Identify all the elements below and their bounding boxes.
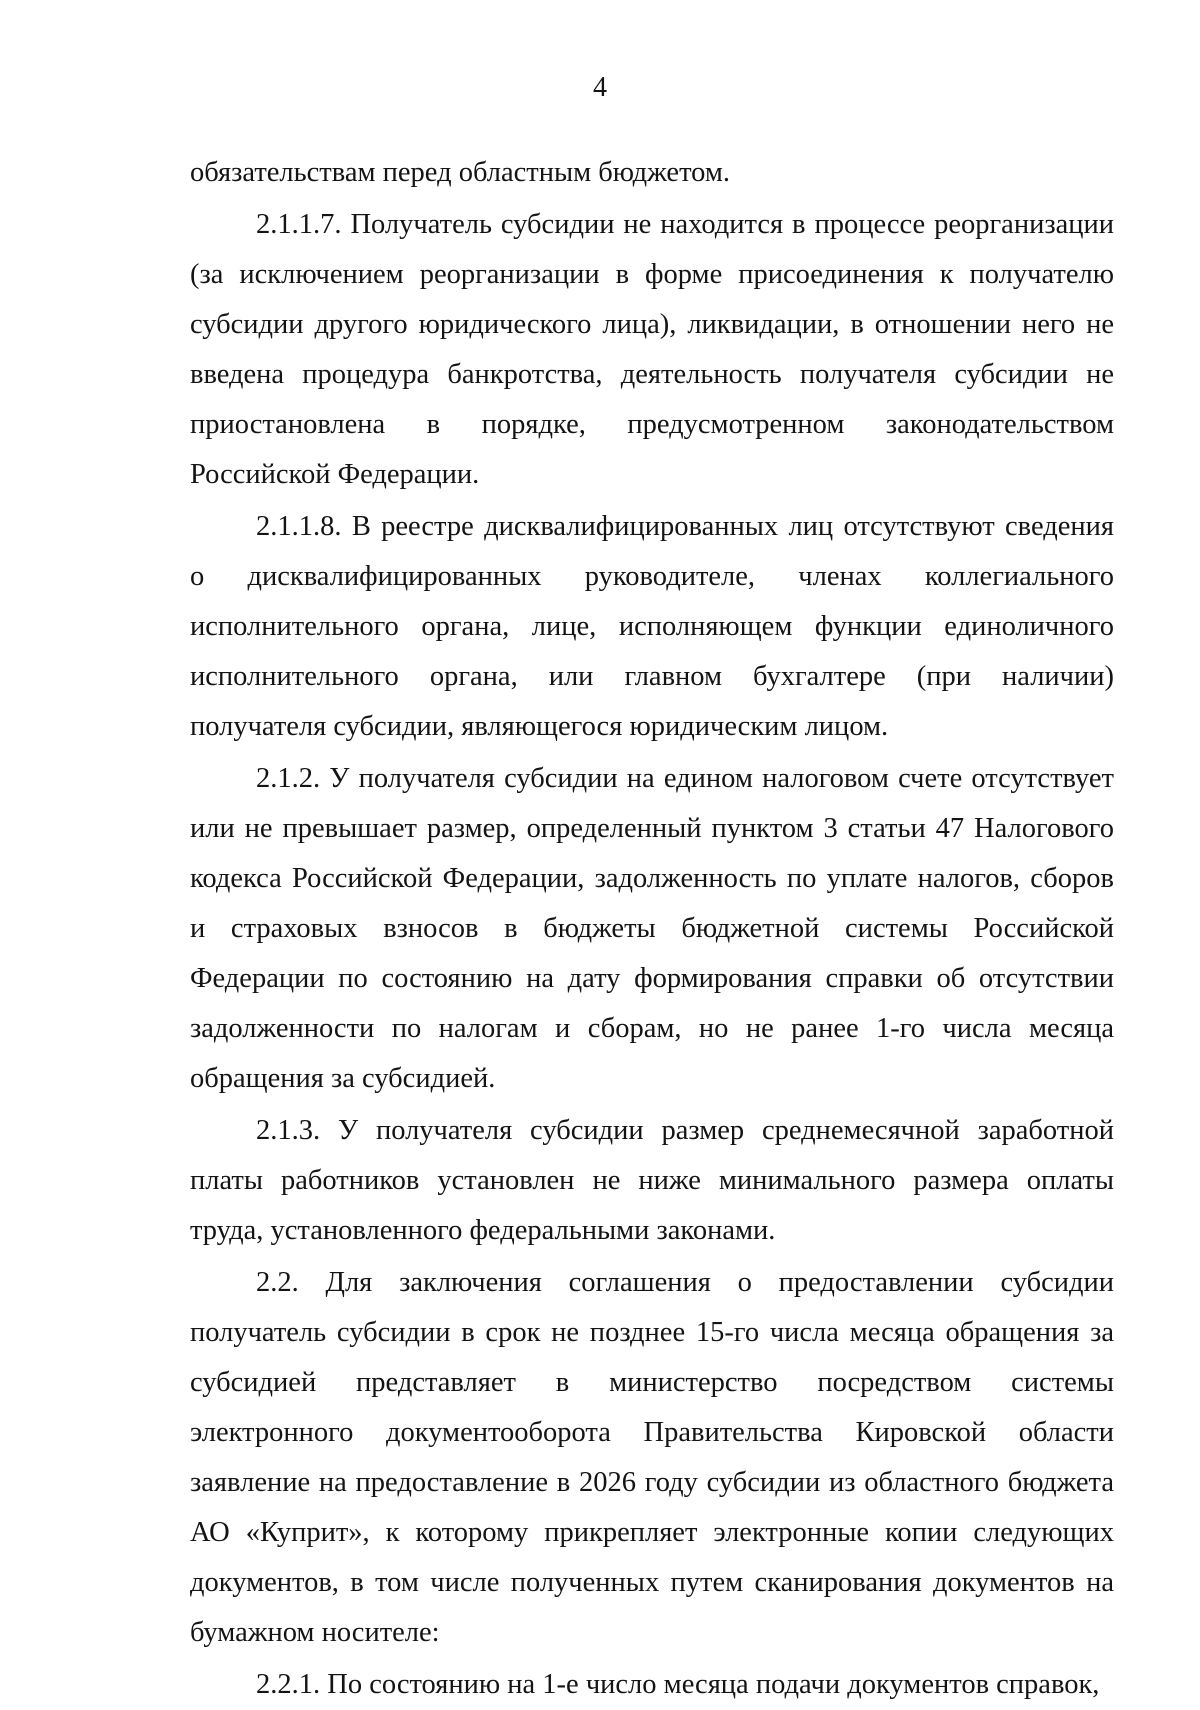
paragraph-2-1-1-7: 2.1.1.7. Получатель субсидии не находится в процессе реорганизации (за исключением реорганизации в форме присоединения к получателю субсидии другого юридического лица), ликвидации, в отношении него не введена процедура банкротства, деятельность получателя субсидии не приостановлена в порядке, предусмотренном законодательством Российской Федерации. bbox=[190, 209, 1114, 490]
page-number: 4 bbox=[593, 72, 607, 103]
paragraph-2-2: 2.2. Для заключения соглашения о предоставлении субсидии получатель субсидии в срок не позднее 15-го числа месяца обращения за субсидией представляет в министерство посредством системы электронного документооборота Правительства Кировской области заявление на предоставление в 2026 году субсидии из областного бюджета АО «Куприт», к которому прикрепляет электронные копии следующих документов, в том числе полученных путем сканирования документов на бумажном носителе: bbox=[190, 1267, 1114, 1648]
paragraph-2-1-3: 2.1.3. У получателя субсидии размер среднемесячной заработной платы работников установлен не ниже минимального размера оплаты труда, установленного федеральными законами. bbox=[190, 1115, 1114, 1246]
paragraph-2-1-1-8: 2.1.1.8. В реестре дисквалифицированных лиц отсутствуют сведения о дисквалифицированных руководителе, членах коллегиального исполнительного органа, лице, исполняющем функции единоличного исполнительного органа, или главном бухгалтере (при наличии) получателя субсидии, являющегося юридическим лицом. bbox=[190, 511, 1114, 742]
paragraph-2-2-1: 2.2.1. По состоянию на 1-е число месяца подачи документов справок, bbox=[256, 1669, 1100, 1700]
document-body bbox=[190, 148, 1114, 1710]
paragraph-continuation: обязательствам перед областным бюджетом. bbox=[190, 157, 731, 188]
paragraph-2-1-2: 2.1.2. У получателя субсидии на едином налоговом счете отсутствует или не превышает размер, определенный пунктом 3 статьи 47 Налогового кодекса Российской Федерации, задолженность по уплате налогов, сборов и страховых взносов в бюджеты бюджетной системы Российской Федерации по состоянию на дату формирования справки об отсутствии задолженности по налогам и сборам, но не ранее 1-го числа месяца обращения за субсидией. bbox=[190, 763, 1114, 1094]
